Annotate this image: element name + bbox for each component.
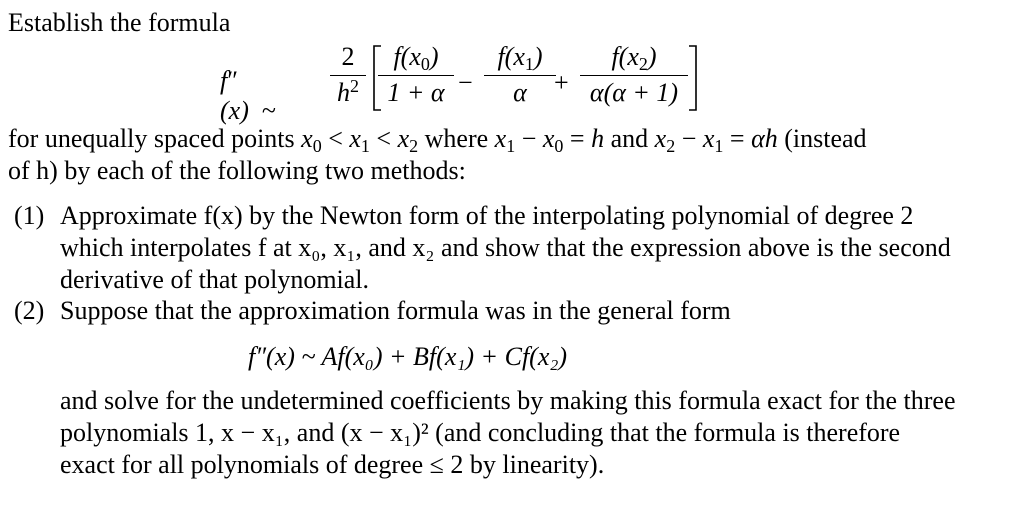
formula-lhs: f″(x) ~ [220, 66, 276, 125]
paragraph-line-1: for unequally spaced points $x_0 < x_1 < x_2$ where $x_1 - x_0 = h$ and $x_2 - x_1 = \alpha h$ (instead [8, 124, 867, 156]
coefficient-fraction: 2 $h^2$ [330, 42, 366, 108]
item-2-line-4: exact for all polynomials of degree ≤ 2 by linearity). [60, 450, 605, 479]
right-bracket [686, 44, 700, 112]
term1-fraction: $f(x_0)$ 1 + α [378, 42, 454, 108]
term2-fraction: $f(x_1)$ α [484, 42, 556, 108]
intro-text: Establish the formula [8, 8, 231, 37]
plus-operator: + [554, 68, 569, 97]
item-1-number: (1) [14, 201, 45, 230]
minus-operator: − [458, 68, 473, 97]
paragraph-line-2: of h) by each of the following two methods: [8, 156, 466, 185]
item-2-line-3: polynomials 1, x − x₁, and (x − x₁)² (and concluding that the formula is therefore [60, 418, 901, 447]
term3-fraction: $f(x_2)$ α(α + 1) [580, 42, 688, 108]
item-2-line-1: Suppose that the approximation formula was in the general form [60, 296, 731, 325]
item-1-line-3: derivative of that polynomial. [60, 265, 370, 294]
item-2-number: (2) [14, 296, 45, 325]
formula-general-form: f″(x) ~ Af(x₀) + Bf(x₁) + Cf(x₂) [248, 342, 568, 371]
item-2-line-2: and solve for the undetermined coefficients by making this formula exact for the three [60, 386, 956, 415]
item-1-line-1: Approximate f(x) by the Newton form of the interpolating polynomial of degree 2 [60, 201, 914, 230]
item-1-line-2: which interpolates f at x₀, x₁, and x₂ and show that the expression above is the second [60, 233, 951, 262]
